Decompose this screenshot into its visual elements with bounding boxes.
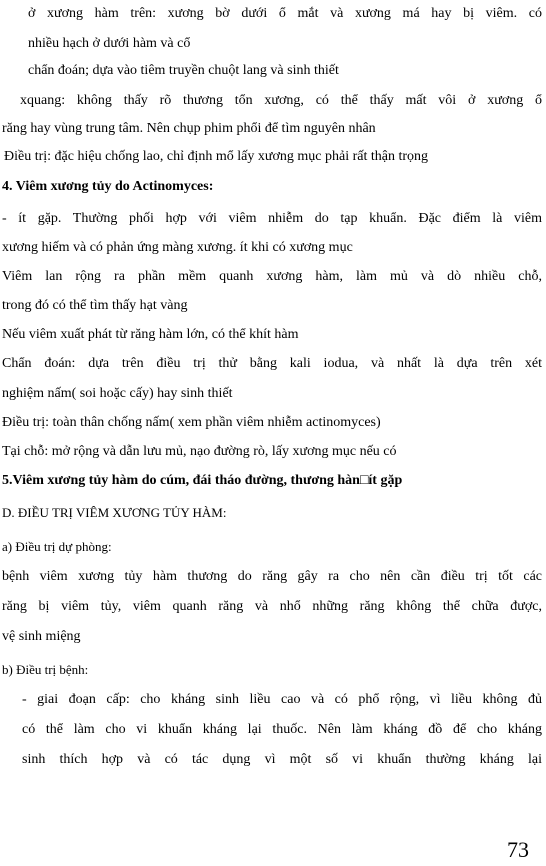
text-line: nhiều hạch ở dưới hàm và cổ (28, 36, 191, 51)
text-line: - giai đoạn cấp: cho kháng sinh liều cao và có phổ rộng, vì liều không đủ (22, 692, 542, 707)
text-line: Tại chỗ: mở rộng và dẫn lưu mủ, nạo đường rò, lấy xương mục nếu có (2, 444, 397, 459)
text-line: Điều trị: toàn thân chống nấm( xem phần viêm nhiễm actinomyces) (2, 415, 381, 430)
page-number: 73 (507, 837, 529, 862)
text-line: nghiệm nấm( soi hoặc cấy) hay sinh thiết (2, 386, 233, 401)
text-line: Nếu viêm xuất phát từ răng hàm lớn, có thể khít hàm (2, 327, 299, 342)
text-line: trong đó có thể tìm thấy hạt vàng (2, 298, 188, 313)
text-line: Viêm lan rộng ra phần mềm quanh xương hàm, làm mủ và dò nhiều chỗ, (2, 269, 542, 284)
text-line: vệ sinh miệng (2, 629, 81, 644)
text-line: sinh thích hợp và có tác dụng vì một số vi khuẩn thường kháng lại (22, 752, 542, 767)
section-heading: D. ĐIỀU TRỊ VIÊM XƯƠNG TỦY HÀM: (2, 505, 227, 520)
subsection-heading: b) Điều trị bệnh: (2, 662, 89, 677)
text-line: chẩn đoán; dựa vào tiêm truyền chuột lang và sinh thiết (28, 63, 339, 78)
subsection-heading: a) Điều trị dự phòng: (2, 539, 112, 554)
text-line: có thể làm cho vi khuẩn kháng lại thuốc. Nên làm kháng đồ để cho kháng (22, 722, 542, 737)
text-line: răng hay vùng trung tâm. Nên chụp phim phổi để tìm nguyên nhân (2, 121, 376, 136)
text-line: xương hiếm và có phản ứng màng xương. ít khi có xương mục (2, 240, 353, 255)
text-line: bệnh viêm xương tủy hàm thương do răng gây ra cho nên cần điều trị tốt các (2, 569, 542, 584)
text-line: - ít gặp. Thường phối hợp với viêm nhiễm do tạp khuẩn. Đặc điểm là viêm (2, 211, 542, 226)
section-heading: 4. Viêm xương tủy do Actinomyces: (2, 179, 214, 194)
text-line: ở xương hàm trên: xương bờ dưới ổ mắt và xương má hay bị viêm. có (28, 6, 542, 21)
text-line: Điều trị: đặc hiệu chống lao, chỉ định mổ lấy xương mục phải rất thận trọng (4, 149, 428, 164)
text-line: Chẩn đoán: dựa trên điều trị thử bằng kali iodua, và nhất là dựa trên xét (2, 356, 542, 371)
text-line: xquang: không thấy rõ thương tổn xương, có thể thấy mất vôi ở xương ổ (20, 93, 542, 108)
text-line: răng bị viêm tủy, viêm quanh răng và nhổ những răng không thể chữa được, (2, 599, 542, 614)
section-heading: 5.Viêm xương tủy hàm do cúm, đái tháo đường, thương hàn□ít gặp (2, 473, 403, 488)
